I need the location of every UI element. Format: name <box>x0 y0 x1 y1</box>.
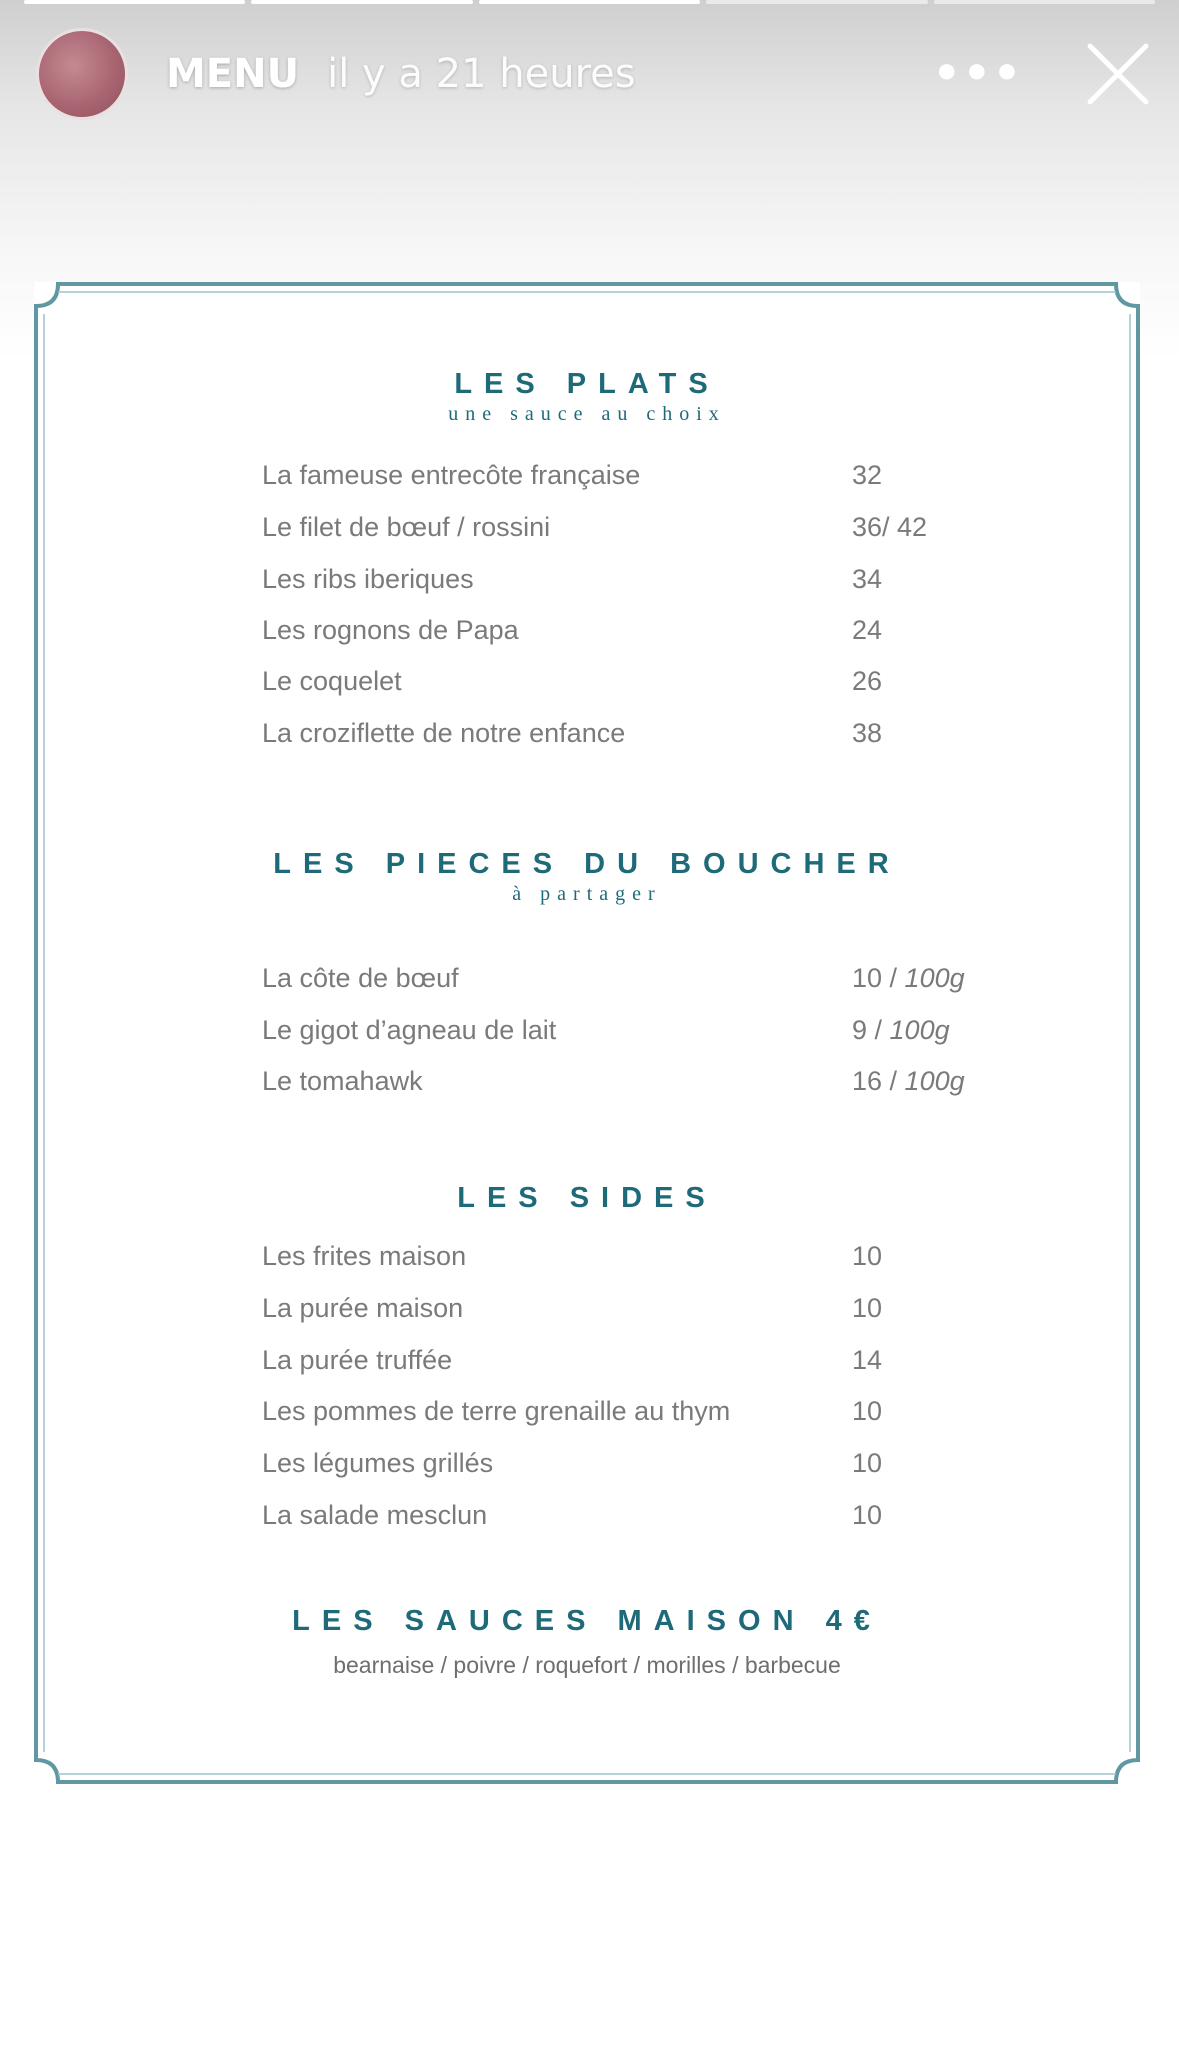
menu-item-price: 36/ 42 <box>852 512 928 542</box>
menu-item <box>262 1448 1082 1488</box>
menu-item-name: La croziflette de notre enfance <box>262 718 626 748</box>
progress-segment <box>706 0 927 4</box>
menu-item <box>262 1345 1082 1385</box>
menu-item <box>262 1066 1082 1106</box>
menu-item <box>262 1293 1082 1333</box>
menu-item <box>262 718 1082 758</box>
progress-segment <box>479 0 700 4</box>
menu-item-price: 24 <box>852 615 883 645</box>
menu-item-price: 26 <box>852 666 883 696</box>
menu-item <box>262 1015 1082 1055</box>
section-title-plats: LES PLATS <box>454 368 720 400</box>
menu-item-name: Les ribs iberiques <box>262 564 474 594</box>
menu-item-price: 10 / 100g <box>852 963 965 993</box>
menu-item-price: 34 <box>852 564 883 594</box>
menu-item-name: Les rognons de Papa <box>262 615 519 645</box>
menu-item-name: La salade mesclun <box>262 1500 488 1530</box>
menu-item-price: 38 <box>852 718 883 748</box>
menu-item <box>262 963 1082 1003</box>
progress-segment <box>934 0 1155 4</box>
menu-item-name: Les pommes de terre grenaille au thym <box>262 1396 731 1426</box>
username[interactable]: MENU <box>166 50 300 97</box>
section-title-pieces: LES PIECES DU BOUCHER <box>273 848 901 880</box>
avatar[interactable] <box>36 28 128 120</box>
close-icon[interactable] <box>1087 43 1149 105</box>
progress-segment <box>24 0 245 4</box>
menu-item-name: Le tomahawk <box>262 1066 423 1096</box>
section-title-sides: LES SIDES <box>457 1182 717 1214</box>
story-progress-bar <box>24 0 1155 4</box>
menu-item-name: Les légumes grillés <box>262 1448 494 1478</box>
menu-item <box>262 1500 1082 1540</box>
menu-item <box>262 615 1082 655</box>
menu-item-name: Le gigot d’agneau de lait <box>262 1015 557 1045</box>
menu-item-name: Le filet de bœuf / rossini <box>262 512 551 542</box>
menu-item-price: 9 / 100g <box>852 1015 950 1045</box>
section-subtitle-plats: une sauce au choix <box>448 403 726 425</box>
menu-item <box>262 666 1082 706</box>
menu-item-name: La purée truffée <box>262 1345 453 1375</box>
menu-item-name: La purée maison <box>262 1293 464 1323</box>
menu-item-name: La fameuse entrecôte française <box>262 460 641 490</box>
menu-item-price: 10 <box>852 1500 883 1530</box>
progress-segment <box>251 0 472 4</box>
menu-item-price: 10 <box>852 1396 883 1426</box>
story-header <box>36 26 1155 121</box>
sauce-list: bearnaise / poivre / roquefort / morilles / barbecue <box>333 1652 841 1678</box>
menu-item-price: 10 <box>852 1293 883 1323</box>
menu-item-price: 10 <box>852 1448 883 1478</box>
menu-item-price: 16 / 100g <box>852 1066 965 1096</box>
menu-item <box>262 512 1082 552</box>
menu-item-name: Les frites maison <box>262 1241 467 1271</box>
menu-item-price: 14 <box>852 1345 883 1375</box>
menu-card <box>34 282 1140 1784</box>
menu-item <box>262 460 1082 500</box>
menu-item-name: Le coquelet <box>262 666 402 696</box>
menu-item <box>262 564 1082 604</box>
menu-item <box>262 1241 1082 1281</box>
section-title-sauces: LES SAUCES MAISON 4€ <box>292 1605 882 1637</box>
section-subtitle-pieces: à partager <box>512 883 662 905</box>
menu-item-price: 32 <box>852 460 883 490</box>
menu-item-price: 10 <box>852 1241 883 1271</box>
timestamp: il y a 21 heures <box>327 50 636 97</box>
menu-item-name: La côte de bœuf <box>262 963 459 993</box>
more-options-icon[interactable]: ••• <box>932 47 1023 99</box>
menu-item <box>262 1396 1082 1436</box>
